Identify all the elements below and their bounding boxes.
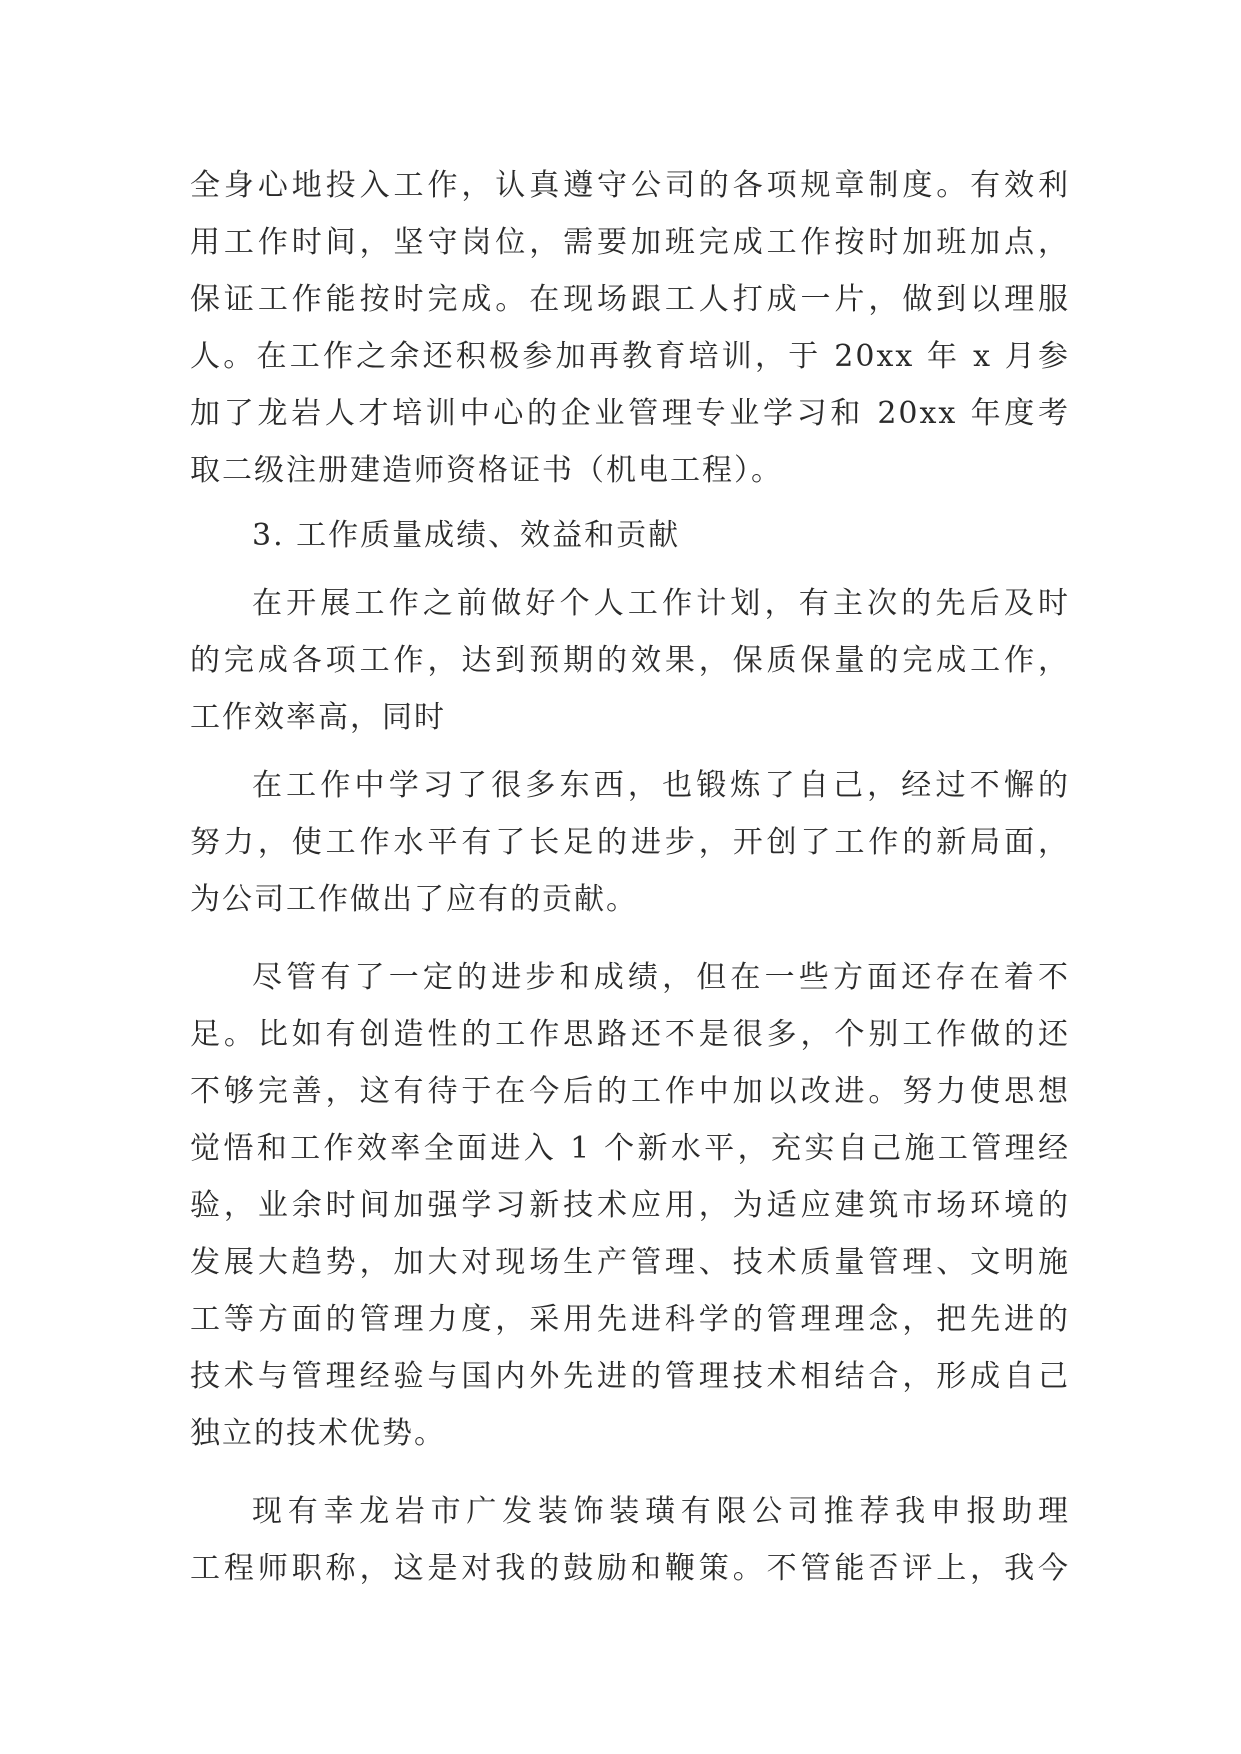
text-line: 技术与管理经验与国内外先进的管理技术相结合，形成自己: [190, 1359, 1070, 1394]
text-line: 保证工作能按时完成。在现场跟工人打成一片，做到以理服: [190, 282, 1070, 317]
section-heading: [190, 507, 1070, 564]
text-line: 发展大趋势，加大对现场生产管理、技术质量管理、文明施: [190, 1245, 1070, 1280]
text-line: 努力，使工作水平有了长足的进步，开创了工作的新局面，: [190, 825, 1070, 860]
text-line: 独立的技术优势。: [190, 1416, 446, 1451]
text-line: 在开展工作之前做好个人工作计划，有主次的先后及时: [252, 586, 1070, 621]
text-line: 的完成各项工作，达到预期的效果，保质保量的完成工作，: [190, 643, 1070, 678]
text-line: 取二级注册建造师资格证书（机电工程）。: [190, 453, 783, 488]
text-line: 工程师职称，这是对我的鼓励和鞭策。不管能否评上，我今: [190, 1551, 1070, 1586]
paragraph: [190, 1483, 1070, 1597]
text-line: 在工作中学习了很多东西，也锻炼了自己，经过不懈的: [252, 768, 1070, 803]
text-line: 全身心地投入工作，认真遵守公司的各项规章制度。有效利: [190, 168, 1070, 203]
paragraph: [190, 949, 1070, 1462]
paragraph: [190, 757, 1070, 928]
section-heading-text: 3. 工作质量成绩、效益和贡献: [252, 518, 681, 553]
text-line: 人。在工作之余还积极参加再教育培训，于 20xx 年 x 月参: [190, 339, 1070, 374]
text-line: 用工作时间，坚守岗位，需要加班完成工作按时加班加点，: [190, 225, 1070, 260]
document-body: [190, 157, 1070, 1597]
text-line: 为公司工作做出了应有的贡献。: [190, 882, 638, 917]
text-line: 觉悟和工作效率全面进入 1 个新水平，充实自己施工管理经: [190, 1131, 1070, 1166]
text-line: 不够完善，这有待于在今后的工作中加以改进。努力使思想: [190, 1074, 1070, 1109]
text-line: 尽管有了一定的进步和成绩，但在一些方面还存在着不: [252, 960, 1070, 995]
text-line: 足。比如有创造性的工作思路还不是很多，个别工作做的还: [190, 1017, 1070, 1052]
paragraph: [190, 575, 1070, 746]
text-line: 工等方面的管理力度，采用先进科学的管理理念，把先进的: [190, 1302, 1070, 1337]
text-line: 验，业余时间加强学习新技术应用，为适应建筑市场环境的: [190, 1188, 1070, 1223]
text-line: 现有幸龙岩市广发装饰装璜有限公司推荐我申报助理: [252, 1494, 1070, 1529]
paragraph: [190, 157, 1070, 499]
text-line: 工作效率高，同时: [190, 700, 446, 735]
text-line: 加了龙岩人才培训中心的企业管理专业学习和 20xx 年度考: [190, 396, 1070, 431]
